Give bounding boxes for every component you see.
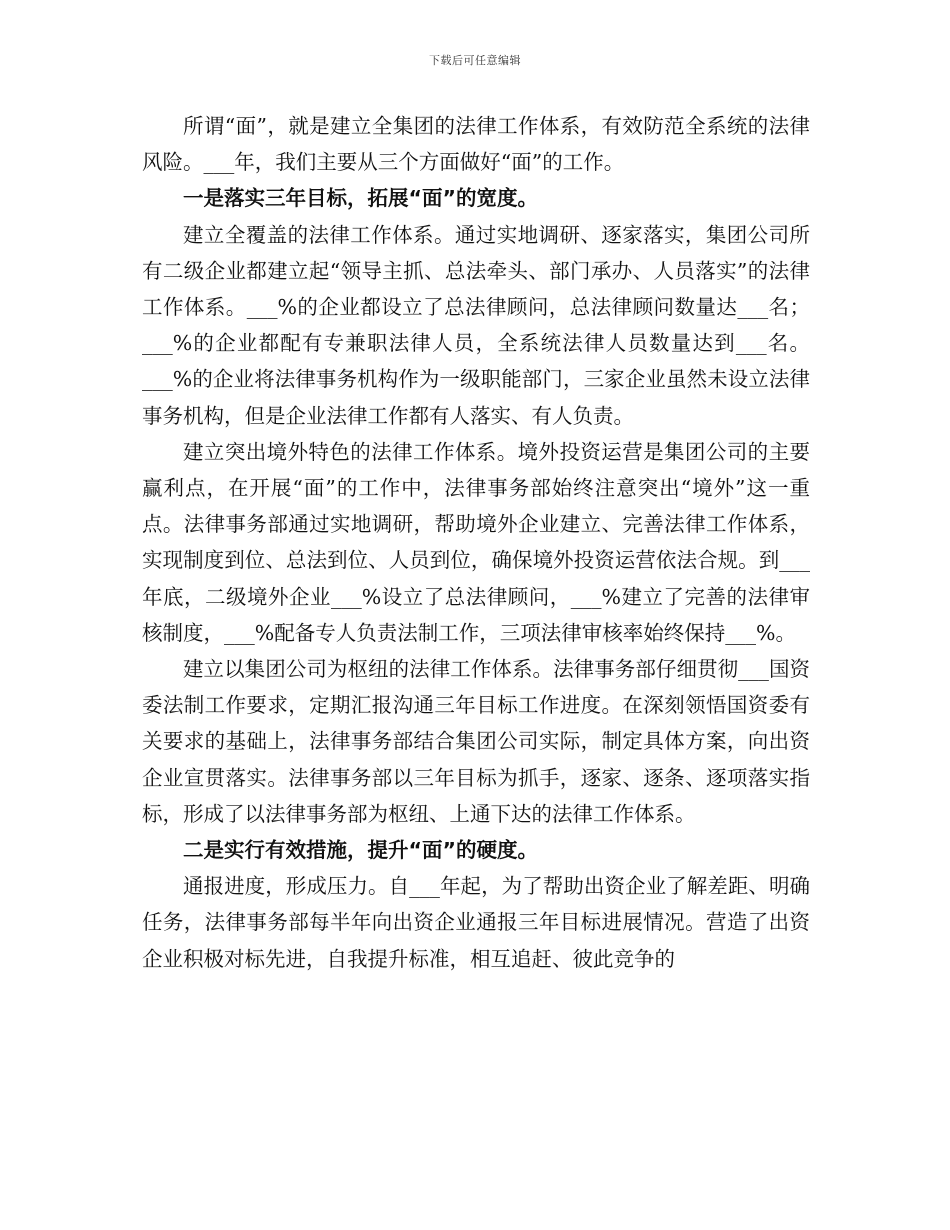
section-heading: 一是落实三年目标，拓展“面”的宽度。 xyxy=(183,186,538,211)
body-paragraph: 通报进度，形成压力。自___年起，为了帮助出资企业了解差距、明确任务，法律事务部每半年向出资企业通报三年目标进展情况。营造了出资企业积极对标先进，自我提升标准，相互追赶、彼此竞争的 xyxy=(142,874,810,971)
section-heading: 二是实行有效措施，提升“面”的硬度。 xyxy=(183,838,538,863)
document-body xyxy=(142,108,810,977)
body-paragraph: 建立突出境外特色的法律工作体系。境外投资运营是集团公司的主要赢利点，在开展“面”的工作中，法律事务部始终注意突出“境外”这一重点。法律事务部通过实地调研，帮助境外企业建立、完善法律工作体系，实现制度到位、总法到位、人员到位，确保境外投资运营依法合规。到___年底，二级境外企业___%设立了总法律顾问，___%建立了完善的法律审核制度，___%配备专人负责法制工作，三项法律审核率始终保持___%。 xyxy=(142,439,810,645)
page-header: 下载后可任意编辑 xyxy=(429,54,521,67)
body-paragraph: 建立全覆盖的法律工作体系。通过实地调研、逐家落实，集团公司所有二级企业都建立起“领导主抓、总法牵头、部门承办、人员落实”的法律工作体系。___%的企业都设立了总法律顾问，总法律顾问数量达___名；___%的企业都配有专兼职法律人员，全系统法律人员数量达到___名。___%的企业将法律事务机构作为一级职能部门，三家企业虽然未设立法律事务机构，但是企业法律工作都有人落实、有人负责。 xyxy=(142,222,810,428)
body-paragraph: 建立以集团公司为枢纽的法律工作体系。法律事务部仔细贯彻___国资委法制工作要求，定期汇报沟通三年目标工作进度。在深刻领悟国资委有关要求的基础上，法律事务部结合集团公司实际，制定具体方案，向出资企业宣贯落实。法律事务部以三年目标为抓手，逐家、逐条、逐项落实指标，形成了以法律事务部为枢纽、上通下达的法律工作体系。 xyxy=(142,657,810,826)
body-paragraph: 所谓“面”，就是建立全集团的法律工作体系，有效防范全系统的法律风险。___年，我们主要从三个方面做好“面”的工作。 xyxy=(142,114,810,175)
